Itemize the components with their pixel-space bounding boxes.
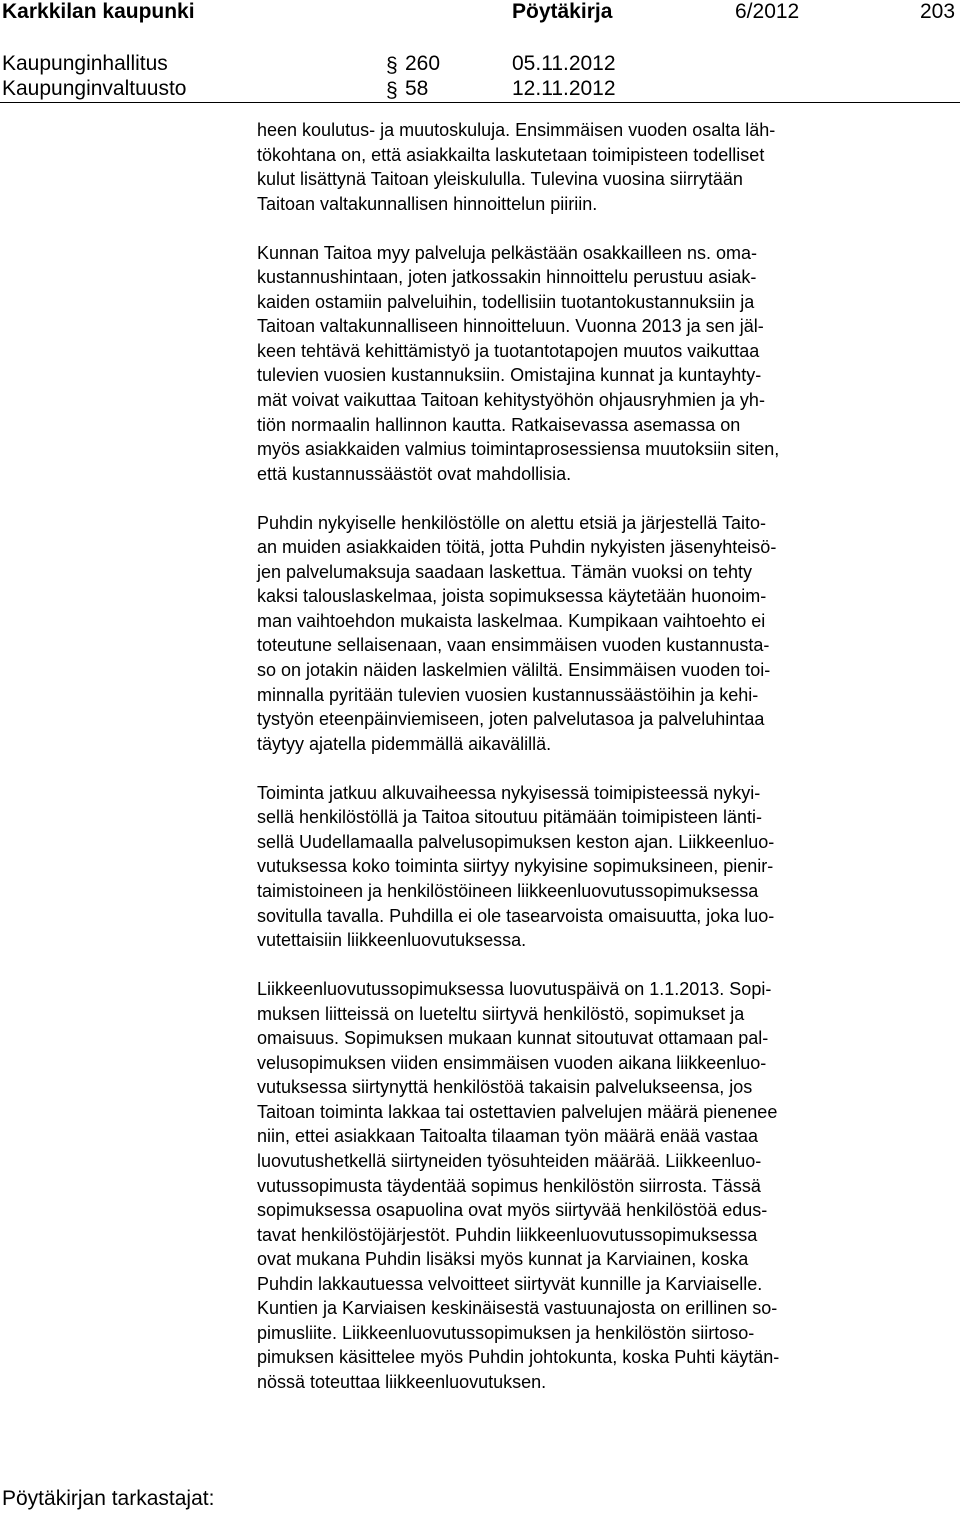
text-line: Taitoan toiminta lakkaa tai ostettavien palvelujen määrä pienenee — [257, 1101, 778, 1122]
page-number: 203 — [920, 0, 956, 23]
text-line: kaksi talouslaskelmaa, joista sopimuksessa käytetään huonoim- — [257, 586, 767, 607]
text-line: kustannushintaan, joten jatkossakin hinnoittelu perustuu asiak- — [257, 267, 757, 288]
text-line: keen tehtävä kehittämistyö ja tuotantotapojen muutos vaikuttaa — [257, 340, 760, 361]
paragraph — [257, 118, 897, 216]
text-line: pimusliite. Liikkeenluovutussopimuksen ja henkilöstön siirtoso- — [257, 1322, 755, 1343]
text-line: tiön normaalin hallinnon kautta. Ratkaisevassa asemassa on — [257, 414, 741, 435]
text-line: Taitoan valtakunnalliseen hinnoitteluun. Vuonna 2013 ja sen jäl- — [257, 316, 764, 337]
meeting-section: 260 — [405, 52, 441, 75]
document-type: Pöytäkirja — [512, 0, 613, 23]
text-line: tystyön eteenpäinviemiseen, joten palvelutasoa ja palveluhintaa — [257, 709, 765, 730]
text-line: vutettaisiin liikkeenluovutuksessa. — [257, 930, 527, 951]
text-line: velusopimuksen viiden ensimmäisen vuoden aikana liikkeenluo- — [257, 1052, 767, 1073]
text-line: Liikkeenluovutussopimuksessa luovutuspäivä on 1.1.2013. Sopi- — [257, 979, 772, 1000]
text-line: niin, ettei asiakkaan Taitoalta tilaaman työn määrä enää vastaa — [257, 1126, 758, 1147]
text-line: vutussopimusta täydentää sopimus henkilöstön siirrosta. Tässä — [257, 1175, 761, 1196]
text-line: luovutushetkellä siirtyneiden työsuhteiden määrää. Liikkeenluo- — [257, 1150, 762, 1171]
paragraph — [257, 977, 897, 1394]
text-line: minnalla pyritään tulevien vuosien kustannussäästöihin ja kehi- — [257, 684, 759, 705]
text-line: toteutune sellaisenaan, vaan ensimmäisen vuoden kustannusta- — [257, 635, 770, 656]
text-line: Puhdin nykyiselle henkilöstölle on alettu etsiä ja järjestellä Taito- — [257, 512, 766, 533]
text-line: jen palvelumaksuja saadaan laskettua. Tämän vuoksi on tehty — [257, 561, 752, 582]
paragraph — [257, 781, 897, 953]
text-line: että kustannussäästöt ovat mahdollisia. — [257, 463, 572, 484]
meeting-date: 05.11.2012 — [512, 52, 616, 75]
text-line: tökohtana on, että asiakkailta laskutetaan toimipisteen todelliset — [257, 144, 765, 165]
svg-text:§: § — [386, 54, 398, 76]
text-line: muksen liitteissä on lueteltu siirtyvä henkilöstö, sopimukset ja — [257, 1003, 745, 1024]
text-line: sellä Uudellamaalla palvelusopimuksen keston ajan. Liikkeenluo- — [257, 831, 775, 852]
text-line: so on jotakin näiden laskelmien väliltä. Ensimmäisen vuoden toi- — [257, 660, 771, 681]
text-line: taimistoineen ja henkilöstöineen liikkeenluovutussopimuksessa — [257, 880, 759, 901]
text-line: tulevien vuosien kustannuksiin. Omistajina kunnat ja kuntayhty- — [257, 365, 762, 386]
meeting-body: Kaupunginhallitus — [2, 52, 168, 75]
text-line: tavat henkilöstöjärjestöt. Puhdin liikkeenluovutussopimuksessa — [257, 1224, 758, 1245]
text-line: vutuksessa siirtynyttä henkilöstöä takaisin palvelukseensa, jos — [257, 1077, 753, 1098]
text-line: Toiminta jatkuu alkuvaiheessa nykyisessä toimipisteessä nykyi- — [257, 782, 761, 803]
text-line: sellä henkilöstöllä ja Taitoa sitoutuu pitämään toimipisteen länti- — [257, 807, 762, 828]
text-line: kaiden ostamiin palveluihin, todellisiin tuotantokustannuksiin ja — [257, 291, 755, 312]
text-line: heen koulutus- ja muutoskuluja. Ensimmäisen vuoden osalta läh- — [257, 120, 776, 140]
footer-inspectors-label: Pöytäkirjan tarkastajat: — [2, 1487, 215, 1510]
text-line: man vaihtoehdon mukaista laskelmaa. Kumpikaan vaihtoehto ei — [257, 610, 766, 631]
section-sign-icon — [386, 79, 401, 101]
text-line: an muiden asiakkaiden töitä, jotta Puhdin nykyisten jäsenyhteisö- — [257, 537, 777, 558]
text-line: Kuntien ja Karviaisen keskinäisestä vastuunajosta on erillinen so- — [257, 1298, 778, 1319]
document-body — [257, 118, 897, 1394]
document-number: 6/2012 — [735, 0, 800, 23]
text-line: vutuksessa koko toiminta siirtyy nykyisine sopimuksineen, pienir- — [257, 856, 774, 877]
paragraph — [257, 241, 897, 486]
text-line: Kunnan Taitoa myy palveluja pelkästään osakkailleen ns. oma- — [257, 242, 757, 263]
text-line: täytyy ajatella pidemmällä aikavälillä. — [257, 733, 552, 754]
header-rule — [0, 102, 960, 103]
text-line: pimuksen käsittelee myös Puhdin johtokunta, koska Puhti käytän- — [257, 1347, 780, 1368]
text-line: sopimuksessa osapuolina ovat myös siirtyvää henkilöstöä edus- — [257, 1200, 768, 1221]
organization-name: Karkkilan kaupunki — [2, 0, 195, 23]
meeting-body: Kaupunginvaltuusto — [2, 77, 187, 100]
text-line: kulut lisättynä Taitoan yleiskululla. Tulevina vuosina siirrytään — [257, 169, 743, 190]
text-line: ovat mukana Puhdin lisäksi myös kunnat ja Karviainen, koska — [257, 1249, 749, 1270]
text-line: mät voivat vaikuttaa Taitoan kehitystyöhön ohjausryhmien ja yh- — [257, 390, 765, 411]
text-line: omaisuus. Sopimuksen mukaan kunnat sitoutuvat ottamaan pal- — [257, 1028, 769, 1049]
paragraph — [257, 511, 897, 756]
section-sign-icon — [386, 54, 401, 76]
meeting-date: 12.11.2012 — [512, 77, 616, 100]
meeting-section: 58 — [405, 77, 429, 100]
text-line: myös asiakkaiden valmius toimintaprosessiensa muutoksiin siten, — [257, 439, 780, 460]
text-line: nössä toteuttaa liikkeenluovutuksen. — [257, 1371, 547, 1392]
svg-text:§: § — [386, 79, 398, 101]
text-line: Puhdin lakkautuessa velvoitteet siirtyvät kunnille ja Karviaiselle. — [257, 1273, 763, 1294]
text-line: sovitulla tavalla. Puhdilla ei ole tasearvoista omaisuutta, joka luo- — [257, 905, 775, 926]
text-line: Taitoan valtakunnallisen hinnoittelun piiriin. — [257, 193, 598, 214]
